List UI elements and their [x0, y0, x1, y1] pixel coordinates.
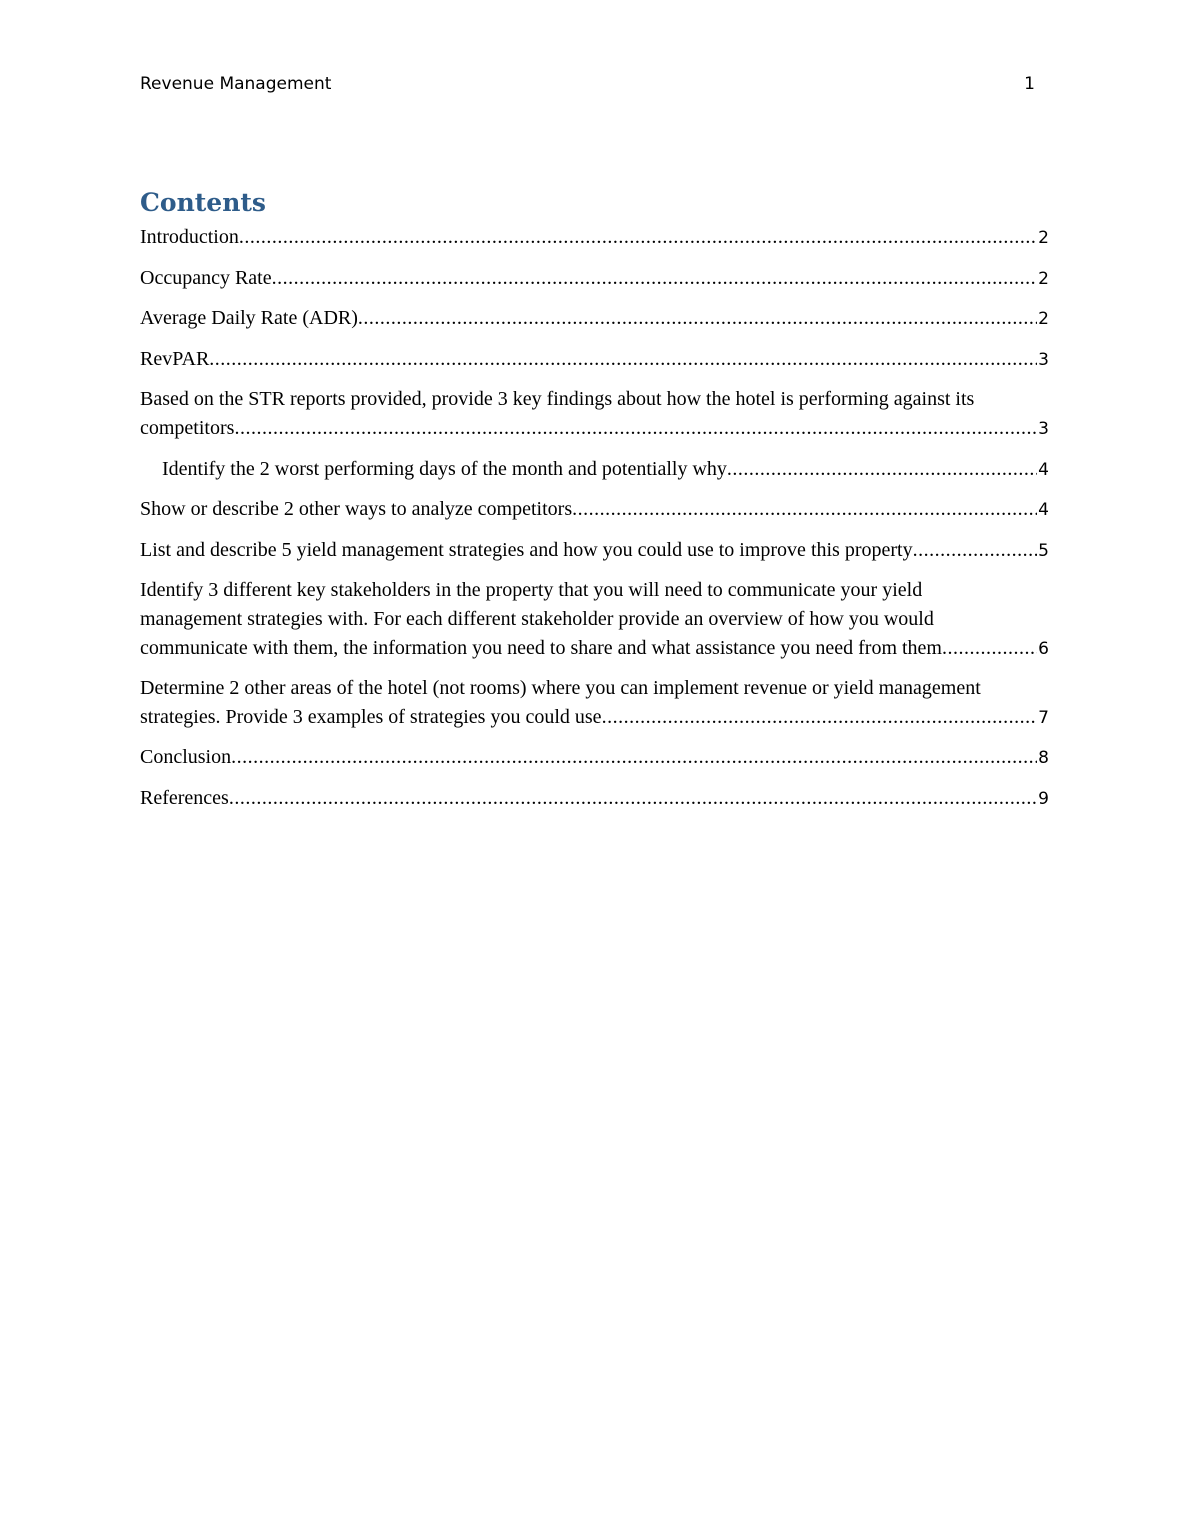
toc-page-number: 7	[1038, 707, 1049, 728]
toc-entry[interactable]	[140, 264, 1049, 294]
toc-entry[interactable]	[140, 743, 1049, 773]
toc-page-number: 3	[1038, 418, 1049, 439]
toc-entry[interactable]	[140, 385, 1049, 443]
toc-entry[interactable]	[140, 304, 1049, 334]
toc-page-number: 5	[1038, 540, 1049, 561]
toc-dot-leader	[602, 703, 1038, 732]
toc-entry-text: Average Daily Rate (ADR)	[140, 307, 358, 330]
toc-entry[interactable]	[140, 495, 1049, 525]
toc-page-number: 4	[1038, 500, 1049, 521]
header-page-number: 1	[1024, 74, 1035, 94]
toc-page-number: 6	[1038, 638, 1049, 659]
toc-dot-leader	[572, 495, 1037, 524]
toc-entry[interactable]	[140, 536, 1049, 566]
header-title: Revenue Management	[140, 74, 332, 94]
toc-entry-text: Show or describe 2 other ways to analyze competitors	[140, 498, 573, 521]
toc-entry-text: Conclusion	[140, 746, 232, 769]
toc-entry[interactable]	[140, 576, 1049, 663]
toc-entry-text: management strategies with. For each different stakeholder provide an overview of how you would	[140, 607, 934, 630]
toc-entry-text: Based on the STR reports provided, provide 3 key findings about how the hotel is performing against its	[140, 388, 975, 411]
toc-entry-text: Identify 3 different key stakeholders in the property that you will need to communicate your yield	[140, 579, 923, 602]
toc-page-number: 2	[1038, 228, 1049, 248]
toc-dot-leader	[942, 634, 1037, 663]
toc-page-number: 8	[1038, 748, 1049, 769]
toc-page-number: 2	[1038, 268, 1049, 289]
toc-dot-leader	[913, 536, 1038, 565]
toc-dot-leader	[229, 784, 1037, 813]
toc-page-number: 3	[1038, 349, 1049, 370]
toc-entry[interactable]	[140, 223, 1049, 253]
toc-entry-text: competitors	[140, 416, 235, 439]
toc-page-number: 9	[1038, 788, 1049, 809]
toc-dot-leader	[358, 304, 1037, 333]
toc-entry-text: List and describe 5 yield management strategies and how you could use to improve this property	[140, 538, 913, 561]
toc-page-number: 2	[1038, 309, 1049, 330]
page-header	[140, 71, 1050, 97]
toc-entry-text: Occupancy Rate	[140, 266, 272, 289]
toc-heading: Contents	[140, 188, 267, 217]
toc-entry[interactable]	[140, 455, 1049, 485]
toc-entry-text: Introduction	[140, 226, 239, 248]
toc-dot-leader	[234, 414, 1037, 443]
table-of-contents	[140, 223, 1049, 825]
toc-page-number: 4	[1038, 459, 1049, 480]
toc-dot-leader	[272, 264, 1038, 293]
toc-dot-leader	[239, 223, 1037, 252]
toc-entry-text: Determine 2 other areas of the hotel (not rooms) where you can implement revenue or yield management	[140, 677, 981, 700]
toc-entry-text: strategies. Provide 3 examples of strategies you could use	[140, 705, 602, 728]
toc-entry-text: RevPAR	[140, 347, 210, 370]
toc-entry[interactable]	[140, 674, 1049, 732]
toc-entry[interactable]	[140, 784, 1049, 814]
toc-dot-leader	[231, 743, 1037, 772]
toc-entry-text: Identify the 2 worst performing days of the month and potentially why	[162, 457, 727, 480]
toc-dot-leader	[209, 345, 1037, 374]
toc-entry-text: References	[140, 786, 229, 809]
toc-entry[interactable]	[140, 345, 1049, 375]
toc-dot-leader	[727, 455, 1037, 484]
toc-entry-text: communicate with them, the information you need to share and what assistance you need from them	[140, 636, 942, 659]
